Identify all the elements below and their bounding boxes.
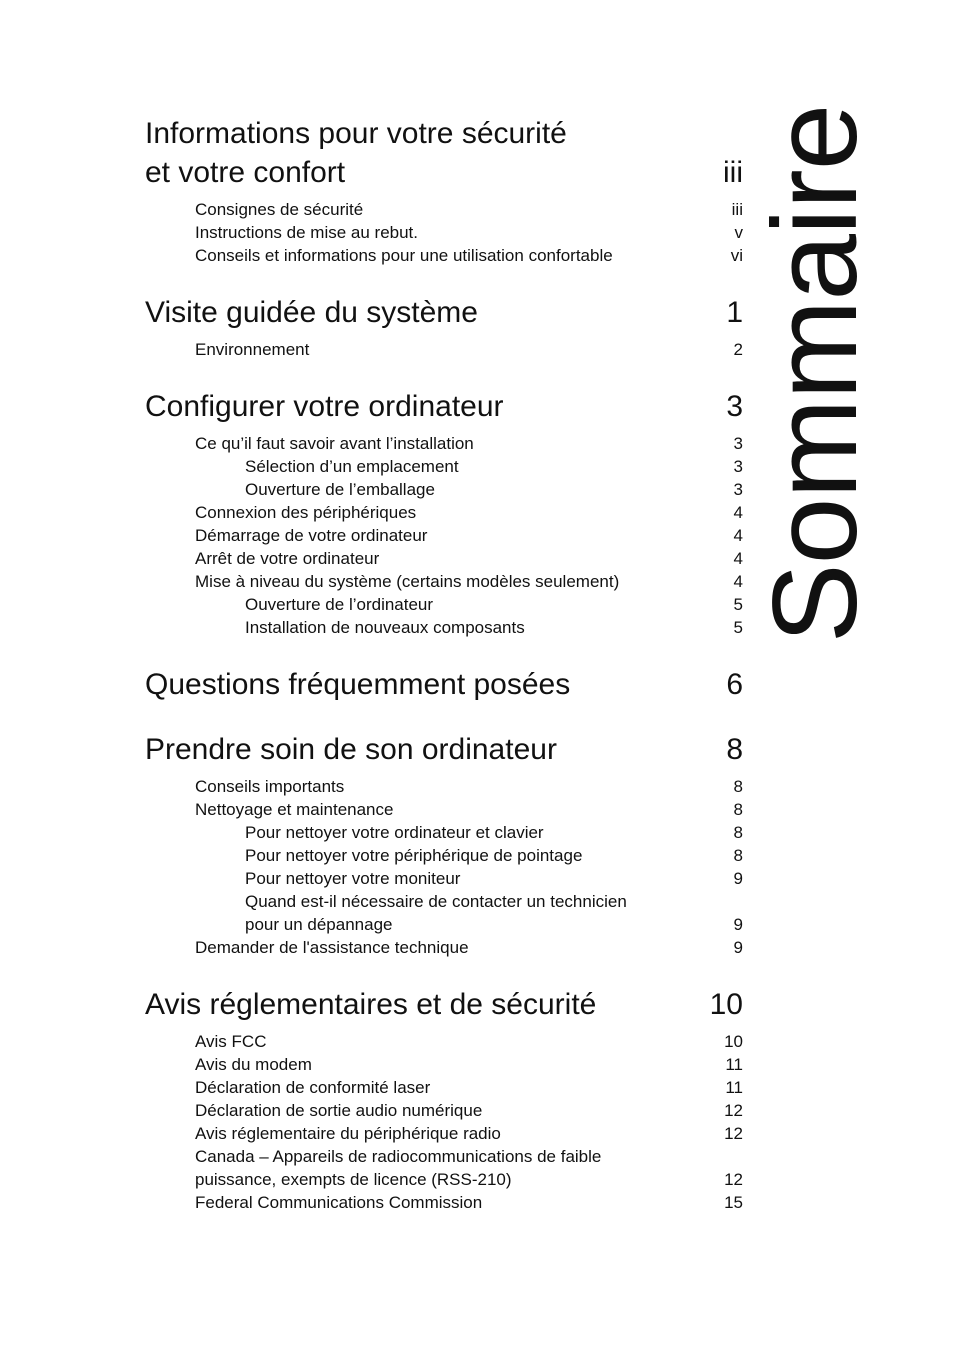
section-title	[145, 114, 567, 192]
entry-title	[245, 890, 627, 936]
section-page-number: 8	[726, 733, 743, 766]
entry-page-number: 3	[733, 434, 743, 453]
entry-page-number: 4	[733, 503, 743, 522]
section-heading[interactable]	[145, 293, 743, 332]
toc-entry[interactable]	[145, 616, 743, 639]
toc-entry[interactable]	[145, 547, 743, 570]
entry-title	[245, 616, 525, 639]
entry-title	[195, 1099, 482, 1122]
section-title	[145, 985, 596, 1024]
entry-title	[195, 1053, 312, 1076]
entry-title	[195, 338, 309, 361]
section-title	[145, 665, 570, 704]
entry-page-number: 10	[724, 1032, 743, 1051]
toc-entry[interactable]	[145, 455, 743, 478]
toc-section	[145, 114, 743, 267]
section-page-number: 10	[709, 988, 743, 1021]
entry-title	[195, 244, 613, 267]
entry-title	[245, 478, 435, 501]
entry-title-line: Avis du modem	[195, 1055, 312, 1074]
entry-title-line: Conseils importants	[195, 777, 345, 796]
entry-title-line: Pour nettoyer votre ordinateur et clavier	[245, 823, 544, 842]
entry-title-line: Arrêt de votre ordinateur	[195, 549, 380, 568]
entry-page-number: 9	[733, 915, 743, 934]
section-heading[interactable]	[145, 114, 743, 192]
toc-entry[interactable]	[145, 501, 743, 524]
entry-title-line: Quand est-il nécessaire de contacter un technicien	[245, 892, 627, 911]
toc-entry[interactable]	[145, 936, 743, 959]
toc-entry[interactable]	[145, 821, 743, 844]
entry-title-line: Conseils et informations pour une utilisation confortable	[195, 246, 613, 265]
entry-title	[195, 798, 393, 821]
entry-title	[195, 524, 427, 547]
section-title-line: Configurer votre ordinateur	[145, 390, 504, 423]
entry-title-line: Environnement	[195, 340, 310, 359]
section-title	[145, 730, 557, 769]
section-page-number: 6	[726, 668, 743, 701]
entry-page-number: 3	[733, 480, 743, 499]
entry-title-line: Mise à niveau du système (certains modèles seulement)	[195, 572, 620, 591]
toc-entry[interactable]	[145, 867, 743, 890]
entry-title-line: Pour nettoyer votre moniteur	[245, 869, 461, 888]
entry-title-line: Canada – Appareils de radiocommunications de faible	[195, 1147, 602, 1166]
toc-entry[interactable]	[145, 775, 743, 798]
toc-entry[interactable]	[145, 1053, 743, 1076]
entry-list	[145, 198, 743, 267]
entry-title-line: Connexion des périphériques	[195, 503, 417, 522]
entry-title-line: Consignes de sécurité	[195, 200, 364, 219]
section-page-number: 1	[726, 296, 743, 329]
toc-entry[interactable]	[145, 1030, 743, 1053]
toc-section	[145, 293, 743, 361]
section-title-line: Prendre soin de son ordinateur	[145, 733, 557, 766]
side-title-container	[748, 104, 882, 644]
section-title	[145, 387, 504, 426]
entry-title	[245, 593, 433, 616]
entry-title	[245, 844, 582, 867]
toc-entry[interactable]	[145, 1076, 743, 1099]
toc-entry[interactable]	[145, 1099, 743, 1122]
entry-page-number: 4	[733, 526, 743, 545]
entry-title-line: Demander de l'assistance technique	[195, 938, 469, 957]
entry-title	[245, 455, 459, 478]
section-page-number: iii	[723, 156, 743, 189]
entry-title-line: Déclaration de sortie audio numérique	[195, 1101, 483, 1120]
section-title-line: Avis réglementaires et de sécurité	[145, 988, 597, 1021]
entry-title-line: Démarrage de votre ordinateur	[195, 526, 428, 545]
entry-title	[195, 1076, 430, 1099]
entry-page-number: 8	[733, 846, 743, 865]
toc-entry[interactable]	[145, 570, 743, 593]
entry-page-number: 2	[733, 340, 743, 359]
entry-list	[145, 775, 743, 959]
entry-title	[245, 867, 460, 890]
entry-title-line: Federal Communications Commission	[195, 1193, 483, 1212]
entry-title-line: Instructions de mise au rebut.	[195, 223, 419, 242]
entry-list	[145, 432, 743, 639]
entry-title-line: pour un dépannage	[245, 915, 393, 934]
toc-entry[interactable]	[145, 844, 743, 867]
entry-page-number: v	[734, 223, 743, 242]
entry-page-number: 8	[733, 800, 743, 819]
entry-title	[195, 936, 469, 959]
entry-title	[195, 1030, 266, 1053]
toc-entry[interactable]	[145, 432, 743, 455]
entry-title-line: puissance, exempts de licence (RSS-210)	[195, 1170, 512, 1189]
section-title-line: et votre confort	[145, 156, 346, 189]
toc-entry[interactable]	[145, 221, 743, 244]
entry-page-number: 9	[733, 938, 743, 957]
side-title: Sommaire	[748, 104, 882, 644]
entry-title-line: Avis réglementaire du périphérique radio	[195, 1124, 501, 1143]
table-of-contents	[145, 114, 743, 1214]
toc-entry[interactable]	[145, 244, 743, 267]
entry-title	[195, 1191, 482, 1214]
entry-title	[245, 821, 544, 844]
entry-page-number: 8	[733, 823, 743, 842]
toc-section	[145, 730, 743, 959]
entry-page-number: iii	[731, 200, 743, 219]
entry-title	[195, 570, 619, 593]
entry-title-line: Pour nettoyer votre périphérique de pointage	[245, 846, 583, 865]
entry-title-line: Ce qu’il faut savoir avant l’installation	[195, 434, 474, 453]
toc-entry[interactable]	[145, 1145, 743, 1191]
entry-title	[195, 547, 379, 570]
entry-title	[195, 432, 474, 455]
entry-title-line: Déclaration de conformité laser	[195, 1078, 431, 1097]
entry-page-number: 3	[733, 457, 743, 476]
section-title-line: Visite guidée du système	[145, 296, 478, 329]
entry-list	[145, 338, 743, 361]
entry-page-number: 5	[733, 618, 743, 637]
toc-entry[interactable]	[145, 1191, 743, 1214]
entry-page-number: 11	[725, 1078, 743, 1097]
section-title	[145, 293, 478, 332]
entry-page-number: 11	[725, 1055, 743, 1074]
section-heading[interactable]	[145, 985, 743, 1024]
toc-section	[145, 985, 743, 1214]
entry-title	[195, 221, 418, 244]
toc-section	[145, 665, 743, 704]
section-heading[interactable]	[145, 387, 743, 426]
section-title-line: Questions fréquemment posées	[145, 668, 571, 701]
section-title-line: Informations pour votre sécurité	[145, 117, 567, 150]
entry-page-number: 4	[733, 572, 743, 591]
section-heading[interactable]	[145, 665, 743, 704]
entry-title-line: Sélection d’un emplacement	[245, 457, 459, 476]
toc-section	[145, 387, 743, 639]
entry-title	[195, 501, 416, 524]
entry-page-number: 4	[733, 549, 743, 568]
entry-title	[195, 198, 363, 221]
toc-entry[interactable]	[145, 478, 743, 501]
toc-entry[interactable]	[145, 524, 743, 547]
entry-title-line: Ouverture de l’ordinateur	[245, 595, 434, 614]
toc-entry[interactable]	[145, 1122, 743, 1145]
toc-entry[interactable]	[145, 338, 743, 361]
section-page-number: 3	[726, 390, 743, 423]
entry-title	[195, 1145, 601, 1191]
entry-page-number: 12	[724, 1170, 743, 1189]
entry-title-line: Installation de nouveaux composants	[245, 618, 525, 637]
toc-entry[interactable]	[145, 198, 743, 221]
entry-page-number: 12	[724, 1101, 743, 1120]
entry-page-number: 5	[733, 595, 743, 614]
entry-page-number: 9	[733, 869, 743, 888]
toc-entry[interactable]	[145, 798, 743, 821]
entry-page-number: vi	[730, 246, 743, 265]
entry-title-line: Avis FCC	[195, 1032, 267, 1051]
entry-title-line: Nettoyage et maintenance	[195, 800, 394, 819]
entry-title	[195, 1122, 501, 1145]
entry-page-number: 12	[724, 1124, 743, 1143]
entry-title	[195, 775, 344, 798]
entry-page-number: 15	[724, 1193, 743, 1212]
entry-list	[145, 1030, 743, 1214]
toc-entry[interactable]	[145, 890, 743, 936]
entry-title-line: Ouverture de l’emballage	[245, 480, 435, 499]
toc-entry[interactable]	[145, 593, 743, 616]
section-heading[interactable]	[145, 730, 743, 769]
entry-page-number: 8	[733, 777, 743, 796]
